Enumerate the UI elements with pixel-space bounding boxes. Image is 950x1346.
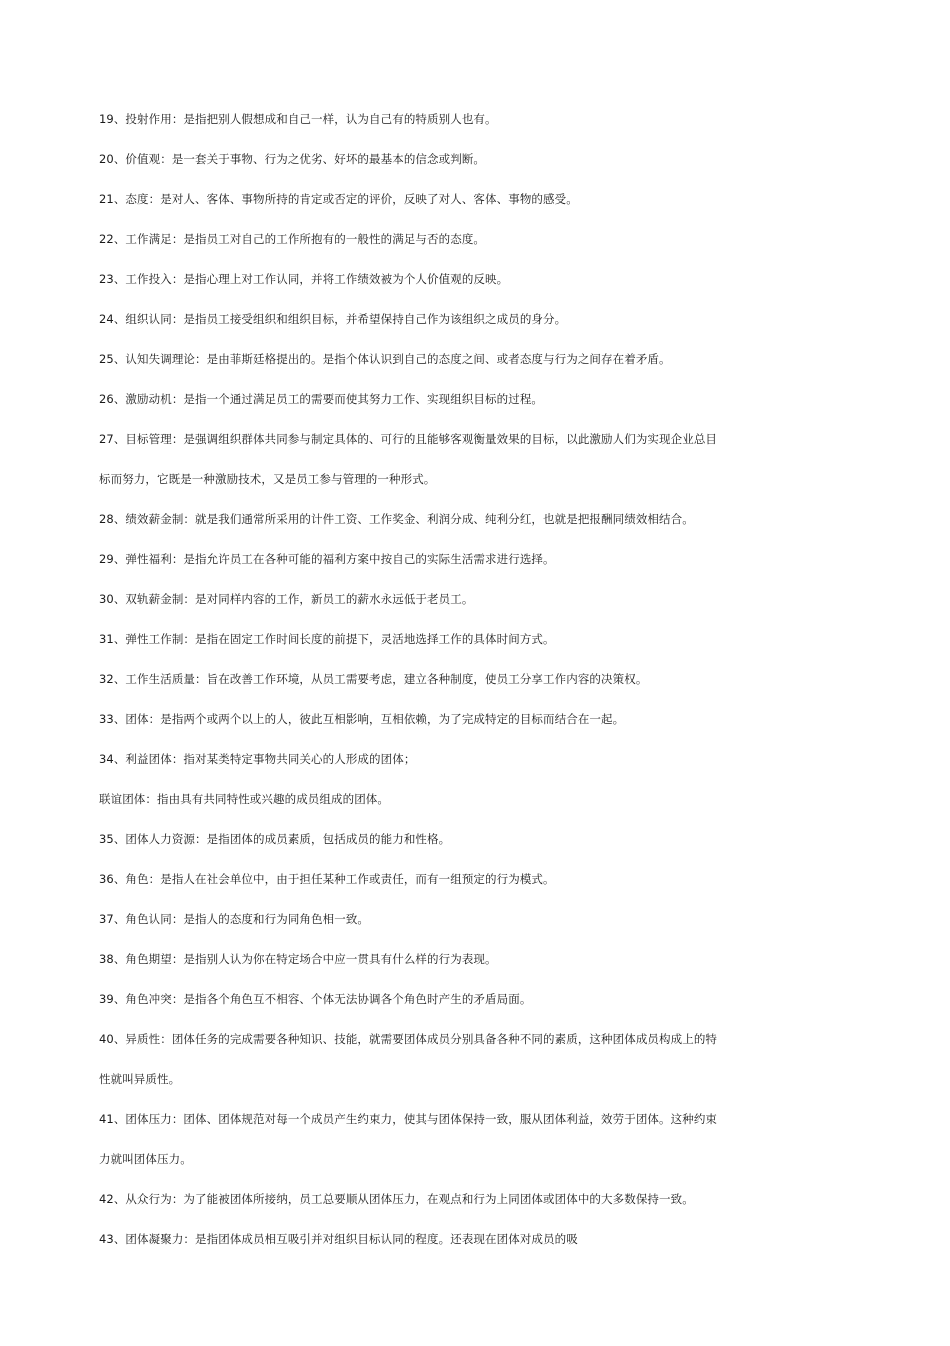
text-line: 24、组织认同：是指员工接受组织和组织目标，并希望保持自己作为该组织之成员的身分。: [99, 312, 567, 326]
text-line: 31、弹性工作制：是指在固定工作时间长度的前提下，灵活地选择工作的具体时间方式。: [99, 632, 555, 646]
text-line: 25、认知失调理论：是由菲斯廷格提出的。是指个体认识到自己的态度之间、或者态度与行为之间存在着矛盾。: [99, 352, 671, 366]
text-line: 21、态度：是对人、客体、事物所持的肯定或否定的评价，反映了对人、客体、事物的感受。: [99, 192, 578, 206]
text-line: 性就叫异质性。: [99, 1072, 181, 1086]
text-line: 19、投射作用：是指把别人假想成和自己一样，认为自己有的特质别人也有。: [99, 112, 497, 126]
text-line: 26、激励动机：是指一个通过满足员工的需要而使其努力工作、实现组织目标的过程。: [99, 392, 544, 406]
text-line: 20、价值观：是一套关于事物、行为之优劣、好坏的最基本的信念或判断。: [99, 152, 486, 166]
text-line: 35、团体人力资源：是指团体的成员素质，包括成员的能力和性格。: [99, 832, 451, 846]
text-line: 30、双轨薪金制：是对同样内容的工作，新员工的薪水永远低于老员工。: [99, 592, 474, 606]
text-line: 41、团体压力：团体、团体规范对每一个成员产生约束力，使其与团体保持一致，服从团体利益，效劳于团体。这种约束: [99, 1112, 718, 1126]
text-line: 37、角色认同：是指人的态度和行为同角色相一致。: [99, 912, 370, 926]
text-line: 29、弹性福利：是指允许员工在各种可能的福利方案中按自己的实际生活需求进行选择。: [99, 552, 555, 566]
text-line: 42、从众行为：为了能被团体所接纳，员工总要顺从团体压力，在观点和行为上同团体或团体中的大多数保持一致。: [99, 1192, 694, 1206]
text-line: 27、目标管理：是强调组织群体共同参与制定具体的、可行的且能够客观衡量效果的目标，以此激励人们为实现企业总目: [99, 432, 718, 446]
text-line: 力就叫团体压力。: [99, 1152, 192, 1166]
text-line: 43、团体凝聚力：是指团体成员相互吸引并对组织目标认同的程度。还表现在团体对成员的吸: [99, 1232, 578, 1246]
text-line: 33、团体：是指两个或两个以上的人，彼此互相影响，互相依赖，为了完成特定的目标而结合在一起。: [99, 712, 625, 726]
text-line: 38、角色期望：是指别人认为你在特定场合中应一贯具有什么样的行为表现。: [99, 952, 497, 966]
text-line: 36、角色：是指人在社会单位中，由于担任某种工作或责任，而有一组预定的行为模式。: [99, 872, 555, 886]
text-line: 28、绩效薪金制：就是我们通常所采用的计件工资、工作奖金、利润分成、纯利分红，也就是把报酬同绩效相结合。: [99, 512, 694, 526]
text-line: 40、异质性：团体任务的完成需要各种知识、技能，就需要团体成员分别具备各种不同的素质，这种团体成员构成上的特: [99, 1032, 718, 1046]
text-line: 23、工作投入：是指心理上对工作认同，并将工作绩效被为个人价值观的反映。: [99, 272, 509, 286]
text-line: 标而努力，它既是一种激励技术，又是员工参与管理的一种形式。: [99, 472, 436, 486]
text-line: 39、角色冲突：是指各个角色互不相容、个体无法协调各个角色时产生的矛盾局面。: [99, 992, 532, 1006]
text-line: 32、工作生活质量：旨在改善工作环境，从员工需要考虑，建立各种制度，使员工分享工作内容的决策权。: [99, 672, 648, 686]
text-line: 34、利益团体：指对某类特定事物共同关心的人形成的团体；: [99, 752, 416, 766]
text-line: 22、工作满足：是指员工对自己的工作所抱有的一般性的满足与否的态度。: [99, 232, 486, 246]
text-line: 联谊团体：指由具有共同特性或兴趣的成员组成的团体。: [99, 792, 389, 806]
